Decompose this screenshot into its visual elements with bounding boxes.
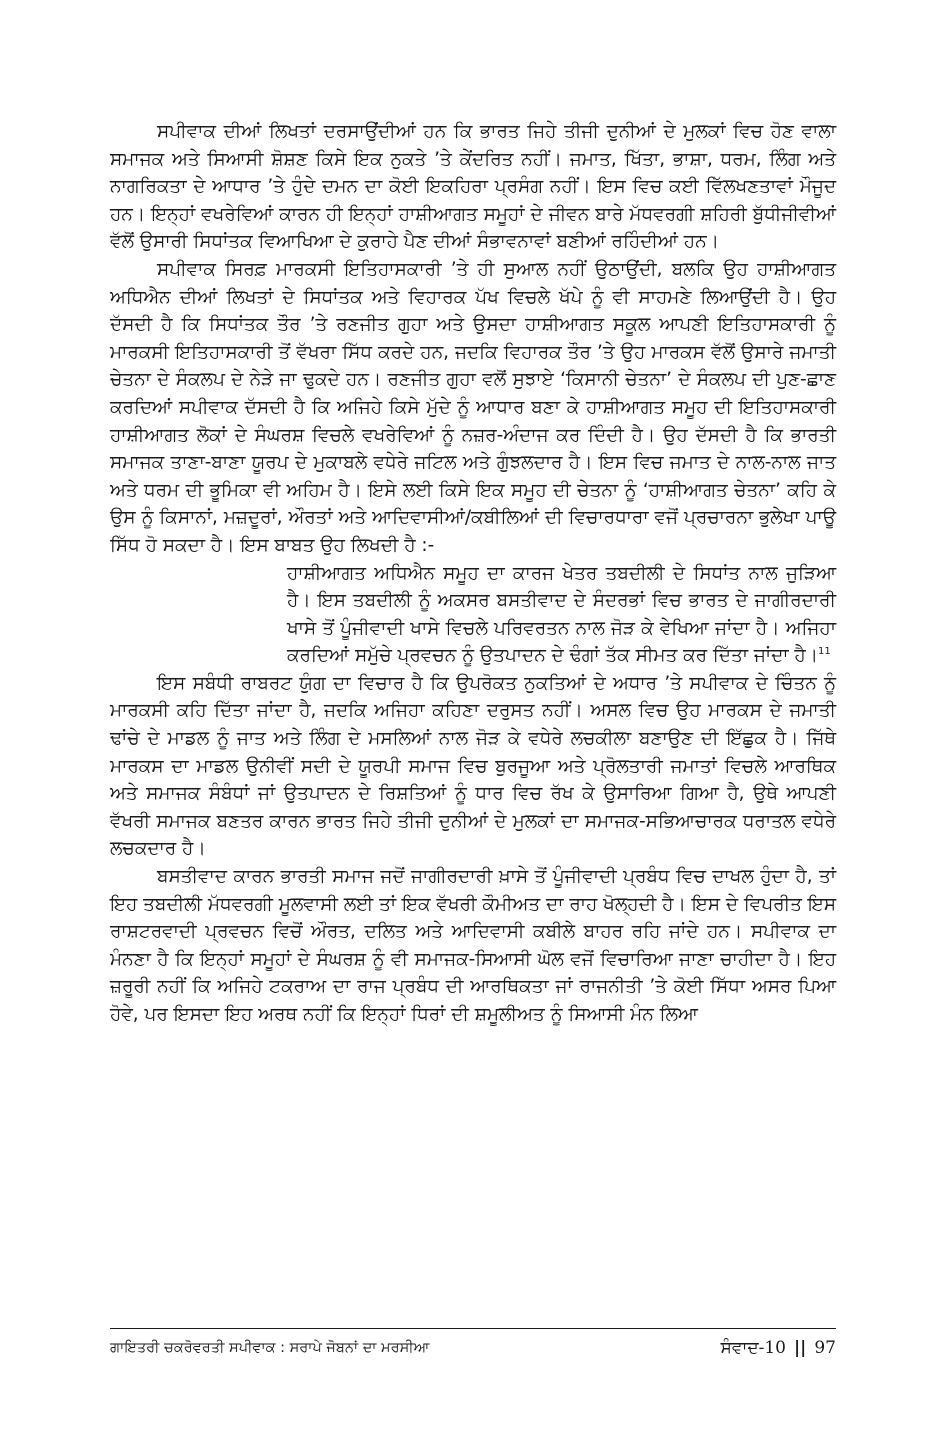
paragraph-4: ਬਸਤੀਵਾਦ ਕਾਰਨ ਭਾਰਤੀ ਸਮਾਜ ਜਦੋਂ ਜਾਗੀਰਦਾਰੀ ਖ਼ਾਸੇ ਤੋਂ ਪੂੰਜੀਵਾਦੀ ਪ੍ਰਬੰਧ ਵਿਚ ਦਾਖਲ ਹੁੰਦਾ ਹੈ, ਤਾਂ ਇਹ ਤਬਦੀਲੀ ਮੱਧਵਰਗੀ ਮੂਲਵਾਸੀ ਲਈ ਤਾਂ ਇਕ ਵੱਖਰੀ ਕੌਮੀਅਤ ਦਾ ਰਾਹ ਖੋਲ੍ਹਦੀ ਹੈ। ਇਸ ਦੇ ਵਿਪਰੀਤ ਇਸ ਰਾਸ਼ਟਰਵਾਦੀ ਪ੍ਰਵਚਨ ਵਿਚੋਂ ਔਰਤ, ਦਲਿਤ ਅਤੇ ਆਦਿਵਾਸੀ ਕਬੀਲੇ ਬਾਹਰ ਰਹਿ ਜਾਂਦੇ ਹਨ। ਸਪੀਵਾਕ ਦਾ ਮੰਨਣਾ ਹੈ ਕਿ ਇਨ੍ਹਾਂ ਸਮੂਹਾਂ ਦੇ ਸੰਘਰਸ਼ ਨੂੰ ਵੀ ਸਮਾਜਕ-ਸਿਆਸੀ ਘੋਲ ਵਜੋਂ ਵਿਚਾਰਿਆ ਜਾਣਾ ਚਾਹੀਦਾ ਹੈ। ਇਹ ਜ਼ਰੂਰੀ ਨਹੀਂ ਕਿ ਅਜਿਹੇ ਟਕਰਾਅ ਦਾ ਰਾਜ ਪ੍ਰਬੰਧ ਦੀ ਆਰਥਿਕਤਾ ਜਾਂ ਰਾਜਨੀਤੀ ’ਤੇ ਕੋਈ ਸਿੱਧਾ ਅਸਰ ਪਿਆ ਹੋਵੇ, ਪਰ ਇਸਦਾ ਇਹ ਅਰਥ ਨਹੀਂ ਕਿ ਇਨ੍ਹਾਂ ਧਿਰਾਂ ਦੀ ਸ਼ਮੂਲੀਅਤ ਨੂੰ ਸਿਆਸੀ ਮੰਨ ਲਿਆ bbox=[110, 866, 836, 1025]
footer-meta bbox=[721, 1338, 836, 1358]
block-quote-text: ਹਾਸ਼ੀਆਗਤ ਅਧਿਐਨ ਸਮੂਹ ਦਾ ਕਾਰਜ ਖੇਤਰ ਤਬਦੀਲੀ ਦੇ ਸਿਧਾਂਤ ਨਾਲ ਜੁੜਿਆ ਹੈ। ਇਸ ਤਬਦੀਲੀ ਨੂੰ ਅਕਸਰ ਬਸਤੀਵਾਦ ਦੇ ਸੰਦਰਭਾਂ ਵਿਚ ਭਾਰਤ ਦੇ ਜਾਗੀਰਦਾਰੀ ਖਾਸੇ ਤੋਂ ਪੂੰਜੀਵਾਦੀ ਖਾਸੇ ਵਿਚਲੇ ਪਰਿਵਰਤਨ ਨਾਲ ਜੋੜ ਕੇ ਵੇਖਿਆ ਜਾਂਦਾ ਹੈ। ਅਜਿਹਾ ਕਰਦਿਆਂ ਸਮੁੱਚੇ ਪ੍ਰਵਚਨ ਨੂੰ ਉਤਪਾਦਨ ਦੇ ਢੰਗਾਂ ਤੱਕ ਸੀਮਤ ਕਰ ਦਿੱਤਾ ਜਾਂਦਾ ਹੈ। bbox=[287, 562, 836, 667]
running-title: ਗਾਇਤਰੀ ਚਕਰੋਵਰਤੀ ਸਪੀਵਾਕ : ਸਰਾਪੇ ਜੋਬਨਾਂ ਦਾ ਮਰਸੀਆ bbox=[110, 1340, 430, 1356]
footer-separator: || bbox=[793, 1338, 807, 1358]
page-body bbox=[110, 118, 836, 1029]
block-quote bbox=[287, 560, 836, 670]
paragraph-3: ਇਸ ਸਬੰਧੀ ਰਾਬਰਟ ਯੁੰਗ ਦਾ ਵਿਚਾਰ ਹੈ ਕਿ ਉਪਰੋਕਤ ਨੁਕਤਿਆਂ ਦੇ ਅਧਾਰ ’ਤੇ ਸਪੀਵਾਕ ਦੇ ਚਿੰਤਨ ਨੂੰ ਮਾਰਕਸੀ ਕਹਿ ਦਿੱਤਾ ਜਾਂਦਾ ਹੈ, ਜਦਕਿ ਅਜਿਹਾ ਕਹਿਣਾ ਦਰੁਸਤ ਨਹੀਂ। ਅਸਲ ਵਿਚ ਉਹ ਮਾਰਕਸ ਦੇ ਜਮਾਤੀ ਢਾਂਚੇ ਦੇ ਮਾਡਲ ਨੂੰ ਜਾਤ ਅਤੇ ਲਿੰਗ ਦੇ ਮਸਲਿਆਂ ਨਾਲ ਜੋੜ ਕੇ ਵਧੇਰੇ ਲਚਕੀਲਾ ਬਣਾਉਣ ਦੀ ਇੱਛੁਕ ਹੈ। ਜਿੱਥੇ ਮਾਰਕਸ ਦਾ ਮਾਡਲ ਉਨੀਵੀਂ ਸਦੀ ਦੇ ਯੂਰਪੀ ਸਮਾਜ ਵਿਚ ਬੁਰਜੂਆ ਅਤੇ ਪ੍ਰੋਲਤਾਰੀ ਜਮਾਤਾਂ ਵਿਚਲੇ ਆਰਥਿਕ ਅਤੇ ਸਮਾਜਕ ਸੰਬੰਧਾਂ ਜਾਂ ਉਤਪਾਦਨ ਦੇ ਰਿਸ਼ਤਿਆਂ ਨੂੰ ਧਾਰ ਵਿਚ ਰੱਖ ਕੇ ਉਸਾਰਿਆ ਗਿਆ ਹੈ, ਉਥੇ ਆਪਣੀ ਵੱਖਰੀ ਸਮਾਜਕ ਬਣਤਰ ਕਾਰਨ ਭਾਰਤ ਜਿਹੇ ਤੀਜੀ ਦੁਨੀਆਂ ਦੇ ਮੁਲਕਾਂ ਦਾ ਸਮਾਜਕ-ਸਭਿਆਚਾਰਕ ਧਰਾਤਲ ਵਧੇਰੇ ਲਚਕਦਾਰ ਹੈ। bbox=[110, 672, 836, 860]
journal-name: ਸੰਵਾਦ-10 bbox=[720, 1338, 786, 1358]
page-footer bbox=[110, 1340, 836, 1366]
footer-divider bbox=[110, 1328, 836, 1329]
paragraph-1: ਸਪੀਵਾਕ ਦੀਆਂ ਲਿਖਤਾਂ ਦਰਸਾਉਂਦੀਆਂ ਹਨ ਕਿ ਭਾਰਤ ਜਿਹੇ ਤੀਜੀ ਦੁਨੀਆਂ ਦੇ ਮੁਲਕਾਂ ਵਿਚ ਹੋਣ ਵਾਲਾ ਸਮਾਜਕ ਅਤੇ ਸਿਆਸੀ ਸ਼ੋਸ਼ਣ ਕਿਸੇ ਇਕ ਨੁਕਤੇ ’ਤੇ ਕੇਂਦਰਿਤ ਨਹੀਂ। ਜਮਾਤ, ਖਿੱਤਾ, ਭਾਸ਼ਾ, ਧਰਮ, ਲਿੰਗ ਅਤੇ ਨਾਗਰਿਕਤਾ ਦੇ ਆਧਾਰ ’ਤੇ ਹੁੰਦੇ ਦਮਨ ਦਾ ਕੋਈ ਇਕਹਿਰਾ ਪ੍ਰਸੰਗ ਨਹੀਂ। ਇਸ ਵਿਚ ਕਈ ਵਿੱਲਖਣਤਾਵਾਂ ਮੌਜੂਦ ਹਨ। ਇਨ੍ਹਾਂ ਵਖਰੇਵਿਆਂ ਕਾਰਨ ਹੀ ਇਨ੍ਹਾਂ ਹਾਸ਼ੀਆਗਤ ਸਮੂਹਾਂ ਦੇ ਜੀਵਨ ਬਾਰੇ ਮੱਧਵਰਗੀ ਸ਼ਹਿਰੀ ਬੁੱਧੀਜੀਵੀਆਂ ਵੱਲੋਂ ਉਸਾਰੀ ਸਿਧਾਂਤਕ ਵਿਆਖਿਆ ਦੇ ਕੁਰਾਹੇ ਪੈਣ ਦੀਆਂ ਸੰਭਾਵਨਾਵਾਂ ਬਣੀਆਂ ਰਹਿੰਦੀਆਂ ਹਨ। bbox=[110, 121, 836, 253]
paragraph-2: ਸਪੀਵਾਕ ਸਿਰਫ਼ ਮਾਰਕਸੀ ਇਤਿਹਾਸਕਾਰੀ ’ਤੇ ਹੀ ਸੁਆਲ ਨਹੀਂ ਉਠਾਉਂਦੀ, ਬਲਕਿ ਉਹ ਹਾਸ਼ੀਆਗਤ ਅਧਿਐਨ ਦੀਆਂ ਲਿਖਤਾਂ ਦੇ ਸਿਧਾਂਤਕ ਅਤੇ ਵਿਹਾਰਕ ਪੱਖ ਵਿਚਲੇ ਖੱਪੇ ਨੂੰ ਵੀ ਸਾਹਮਣੇ ਲਿਆਉਂਦੀ ਹੈ। ਉਹ ਦੱਸਦੀ ਹੈ ਕਿ ਸਿਧਾਂਤਕ ਤੌਰ ’ਤੇ ਰਣਜੀਤ ਗੁਹਾ ਅਤੇ ਉਸਦਾ ਹਾਸ਼ੀਆਗਤ ਸਕੂਲ ਆਪਣੀ ਇਤਿਹਾਸਕਾਰੀ ਨੂੰ ਮਾਰਕਸੀ ਇਤਿਹਾਸਕਾਰੀ ਤੋਂ ਵੱਖਰਾ ਸਿੱਧ ਕਰਦੇ ਹਨ, ਜਦਕਿ ਵਿਹਾਰਕ ਤੌਰ ’ਤੇ ਉਹ ਮਾਰਕਸ ਵੱਲੋਂ ਉਸਾਰੇ ਜਮਾਤੀ ਚੇਤਨਾ ਦੇ ਸੰਕਲਪ ਦੇ ਨੇੜੇ ਜਾ ਢੁਕਦੇ ਹਨ। ਰਣਜੀਤ ਗੁਹਾ ਵਲੋਂ ਸੁਝਾਏ ‘ਕਿਸਾਨੀ ਚੇਤਨਾ’ ਦੇ ਸੰਕਲਪ ਦੀ ਪੁਣ-ਛਾਣ ਕਰਦਿਆਂ ਸਪੀਵਾਕ ਦੱਸਦੀ ਹੈ ਕਿ ਅਜਿਹੇ ਕਿਸੇ ਮੁੱਦੇ ਨੂੰ ਆਧਾਰ ਬਣਾ ਕੇ ਹਾਸ਼ੀਆਗਤ ਸਮੂਹ ਦੀ ਇਤਿਹਾਸਕਾਰੀ ਹਾਸ਼ੀਆਗਤ ਲੋਕਾਂ ਦੇ ਸੰਘਰਸ਼ ਵਿਚਲੇ ਵਖਰੇਵਿਆਂ ਨੂੰ ਨਜ਼ਰ-ਅੰਦਾਜ ਕਰ ਦਿੰਦੀ ਹੈ। ਉਹ ਦੱਸਦੀ ਹੈ ਕਿ ਭਾਰਤੀ ਸਮਾਜਕ ਤਾਣਾ-ਬਾਣਾ ਯੂਰਪ ਦੇ ਮੁਕਾਬਲੇ ਵਧੇਰੇ ਜਟਿਲ ਅਤੇ ਗੁੰਝਲਦਾਰ ਹੈ। ਇਸ ਵਿਚ ਜਮਾਤ ਦੇ ਨਾਲ-ਨਾਲ ਜਾਤ ਅਤੇ ਧਰਮ ਦੀ ਭੂਮਿਕਾ ਵੀ ਅਹਿਮ ਹੈ। ਇਸੇ ਲਈ ਕਿਸੇ ਇਕ ਸਮੂਹ ਦੀ ਚੇਤਨਾ ਨੂੰ ‘ਹਾਸ਼ੀਆਗਤ ਚੇਤਨਾ’ ਕਹਿ ਕੇ ਉਸ ਨੂੰ ਕਿਸਾਨਾਂ, ਮਜ਼ਦੂਰਾਂ, ਔਰਤਾਂ ਅਤੇ ਆਦਿਵਾਸੀਆਂ/ਕਬੀਲਿਆਂ ਦੀ ਵਿਚਾਰਧਾਰਾ ਵਜੋਂ ਪ੍ਰਚਾਰਨਾ ਭੁਲੇਖਾ ਪਾਊ ਸਿੱਧ ਹੋ ਸਕਦਾ ਹੈ। ਇਸ ਬਾਬਤ ਉਹ ਲਿਖਦੀ ਹੈ :- bbox=[110, 258, 837, 556]
footnote-marker: 11 bbox=[818, 646, 831, 658]
page-number: 97 bbox=[814, 1338, 836, 1358]
